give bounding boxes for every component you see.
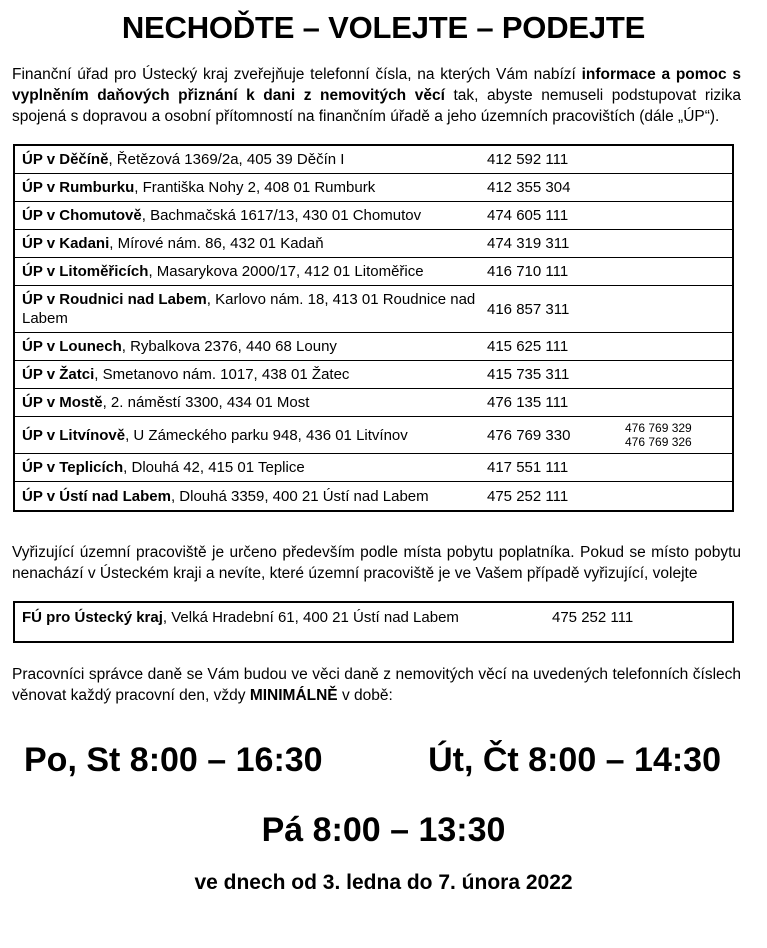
hours-friday: Pá 8:00 – 13:30 xyxy=(261,811,506,849)
office-address: , Dlouhá 3359, 400 21 Ústí nad Labem xyxy=(170,487,429,505)
availability-text-bold: MINIMÁLNĚ xyxy=(249,687,338,704)
office-address: , Masarykova 2000/17, 412 01 Litoměřice xyxy=(148,263,424,280)
office-phone: 412 592 111 xyxy=(487,151,569,168)
office-name: ÚP v Roudnici nad Labem xyxy=(22,291,207,308)
office-phone: 412 355 304 xyxy=(487,179,571,196)
office-extra-phone: 476 769 326 xyxy=(625,435,692,449)
offices-table xyxy=(13,144,734,512)
office-extra-phone: 476 769 329 xyxy=(625,421,692,435)
office-address: , Řetězová 1369/2a, 405 39 Děčín I xyxy=(108,151,345,168)
office-name: ÚP v Teplicích xyxy=(22,459,124,476)
weekday-hours xyxy=(24,740,721,780)
regional-office-name-address xyxy=(22,608,552,628)
regional-office-address: , Velká Hradební 61, 400 21 Ústí nad Labem xyxy=(162,609,459,626)
availability-text-before: Pracovníci správce daně se Vám budou ve věci daně z nemovitých věcí na uvedených telefonních číslech věnovat každý pracovní den, vždy xyxy=(12,666,741,704)
office-phone: 474 319 311 xyxy=(487,235,570,252)
office-address: , U Zámeckého parku 948, 436 01 Litvínov xyxy=(125,426,408,444)
office-name: ÚP v Litvínově xyxy=(22,426,126,444)
office-address: , Rybalkova 2376, 440 68 Louny xyxy=(121,338,337,355)
table-row-litomerice xyxy=(15,258,732,286)
regional-office-box xyxy=(13,601,734,643)
hours-tue-thu: Út, Čt 8:00 – 14:30 xyxy=(428,741,721,779)
regional-office-name: FÚ pro Ústecký kraj xyxy=(22,609,163,626)
office-name: ÚP v Litoměřicích xyxy=(22,263,149,280)
table-row-louny xyxy=(15,333,732,361)
table-row-zatec xyxy=(15,361,732,389)
office-phone: 476 135 111 xyxy=(487,394,569,411)
table-row-usti xyxy=(15,482,732,510)
office-address: , Mírové nám. 86, 432 01 Kadaň xyxy=(109,235,324,252)
office-phone: 415 625 111 xyxy=(487,338,569,355)
availability-paragraph xyxy=(12,664,741,706)
office-name: ÚP v Lounech xyxy=(22,338,122,355)
office-name: ÚP v Ústí nad Labem xyxy=(22,487,171,505)
table-row-roudnice xyxy=(15,286,732,333)
intro-text-before: Finanční úřad pro Ústecký kraj zveřejňuje telefonní čísla, na kterých Vám nabízí xyxy=(12,66,582,83)
office-address: , Karlovo nám. 18, 413 01 Roudnice nad Labem xyxy=(22,291,476,327)
office-name-address xyxy=(22,365,487,384)
office-name-address xyxy=(22,458,487,477)
office-phone: 475 252 111 xyxy=(487,487,569,505)
table-row-decin xyxy=(15,146,732,174)
office-address: , 2. náměstí 3300, 434 01 Most xyxy=(102,394,310,411)
validity-dates: ve dnech od 3. ledna do 7. února 2022 xyxy=(194,871,573,894)
office-name-address xyxy=(22,290,487,328)
table-row-teplice xyxy=(15,454,732,482)
office-name-address xyxy=(22,393,487,412)
office-name-address xyxy=(22,426,487,445)
office-name: ÚP v Chomutově xyxy=(22,207,142,224)
table-row-litvinov xyxy=(15,417,732,454)
table-row-rumburk xyxy=(15,174,732,202)
office-name-address xyxy=(22,337,487,356)
office-name-address xyxy=(22,150,487,169)
availability-text-after: v době: xyxy=(337,687,393,704)
office-phone: 417 551 111 xyxy=(487,459,569,476)
office-address: , Smetanovo nám. 1017, 438 01 Žatec xyxy=(94,366,350,383)
office-name: ÚP v Rumburku xyxy=(22,179,135,196)
office-phone: 476 769 330 xyxy=(487,426,571,444)
office-address: , Františka Nohy 2, 408 01 Rumburk xyxy=(134,179,376,196)
office-address: , Dlouhá 42, 415 01 Teplice xyxy=(123,459,305,476)
office-phone: 415 735 311 xyxy=(487,366,570,383)
table-row-most xyxy=(15,389,732,417)
table-row-chomutov xyxy=(15,202,732,230)
office-name-address xyxy=(22,206,487,225)
office-name-address xyxy=(22,487,487,506)
intro-paragraph xyxy=(12,64,741,127)
table-row-kadan xyxy=(15,230,732,258)
office-phone: 416 857 311 xyxy=(487,300,570,318)
office-phone: 474 605 111 xyxy=(487,207,569,224)
office-name: ÚP v Kadani xyxy=(22,235,110,252)
intro-text-bold: informace a pomoc s vyplněním daňových přiznání k dani z nemovitých věcí xyxy=(12,66,741,104)
office-name-address xyxy=(22,178,487,197)
page-title: NECHOĎTE – VOLEJTE – PODEJTE xyxy=(121,10,646,45)
regional-office-phone: 475 252 111 xyxy=(552,609,634,626)
office-name-address xyxy=(22,262,487,281)
routing-paragraph: Vyřizující územní pracoviště je určeno především podle místa pobytu poplatníka. Pokud se místo pobytu nenachází v Ústeckém kraji a nevíte, které územní pracoviště je ve Vašem případě vyřizující, volejte xyxy=(12,544,741,582)
office-name-address xyxy=(22,234,487,253)
office-extra-phones xyxy=(619,421,732,449)
office-phone: 416 710 111 xyxy=(487,263,569,280)
office-name: ÚP v Žatci xyxy=(22,366,95,383)
office-name: ÚP v Děčíně xyxy=(22,151,109,168)
hours-mon-wed: Po, St 8:00 – 16:30 xyxy=(24,741,323,779)
office-address: , Bachmačská 1617/13, 430 01 Chomutov xyxy=(141,207,422,224)
intro-text-after: tak, abyste nemuseli podstupovat rizika spojená s dopravou a osobní přítomností na finančním úřadě a jeho územních pracovištích (dále „ÚP“). xyxy=(12,87,741,125)
office-name: ÚP v Mostě xyxy=(22,394,103,411)
